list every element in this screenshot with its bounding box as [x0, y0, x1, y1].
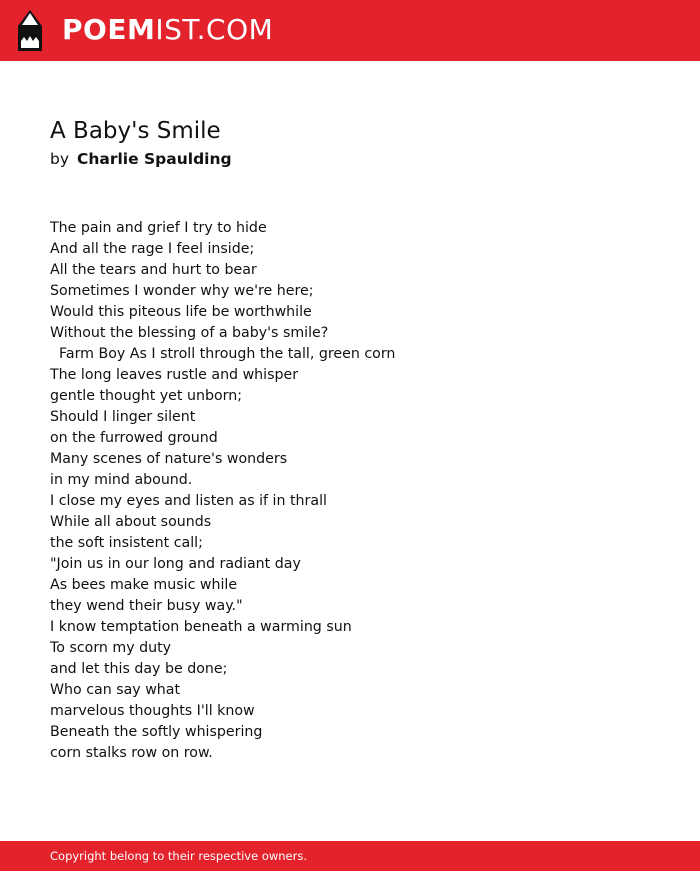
site-logo[interactable] — [62, 13, 273, 47]
author-name: Charlie Spaulding — [76, 150, 232, 168]
poem-line: As bees make music while — [50, 577, 238, 593]
poem-line: Beneath the softly whispering — [50, 724, 263, 740]
poem-line: on the furrowed ground — [50, 430, 218, 446]
poem-line: marvelous thoughts I'll know — [50, 703, 255, 719]
poem-line: All the tears and hurt to bear — [50, 262, 257, 278]
poem-line: I know temptation beneath a warming sun — [50, 619, 352, 635]
poem-line: gentle thought yet unborn; — [50, 388, 242, 404]
poem-line: The pain and grief I try to hide — [50, 220, 267, 236]
poem-line: Many scenes of nature's wonders — [50, 451, 288, 467]
poem-line: And all the rage I feel inside; — [50, 241, 255, 257]
poem-line: Who can say what — [50, 682, 181, 698]
poem-line: To scorn my duty — [50, 640, 172, 656]
poem-line: While all about sounds — [50, 514, 212, 530]
poem-line: the soft insistent call; — [50, 535, 203, 551]
site-footer — [0, 841, 700, 871]
poem-line: they wend their busy way." — [50, 598, 243, 614]
pencil-icon — [18, 10, 42, 51]
logo-strong-text: POEM — [62, 13, 156, 46]
copyright-notice: Copyright belong to their respective owners. — [50, 849, 308, 863]
poem-line: Would this piteous life be worthwhile — [50, 304, 312, 320]
poem-body — [50, 218, 670, 764]
by-label: by — [50, 150, 70, 168]
poem-line: and let this day be done; — [50, 661, 228, 677]
poem-line: "Join us in our long and radiant day — [50, 556, 301, 572]
byline — [50, 148, 232, 170]
site-header — [0, 0, 700, 61]
poem-line: Sometimes I wonder why we're here; — [50, 283, 314, 299]
poem-line: Farm Boy As I stroll through the tall, green corn — [50, 346, 396, 362]
poem-line: in my mind abound. — [50, 472, 193, 488]
poem-line: Without the blessing of a baby's smile? — [50, 325, 329, 341]
poem-title: A Baby's Smile — [50, 118, 221, 144]
logo-light-text: IST.COM — [155, 13, 274, 46]
poem-line: corn stalks row on row. — [50, 745, 213, 761]
poem-line: The long leaves rustle and whisper — [50, 367, 299, 383]
poem-line: Should I linger silent — [50, 409, 196, 425]
poem-line: I close my eyes and listen as if in thrall — [50, 493, 327, 509]
